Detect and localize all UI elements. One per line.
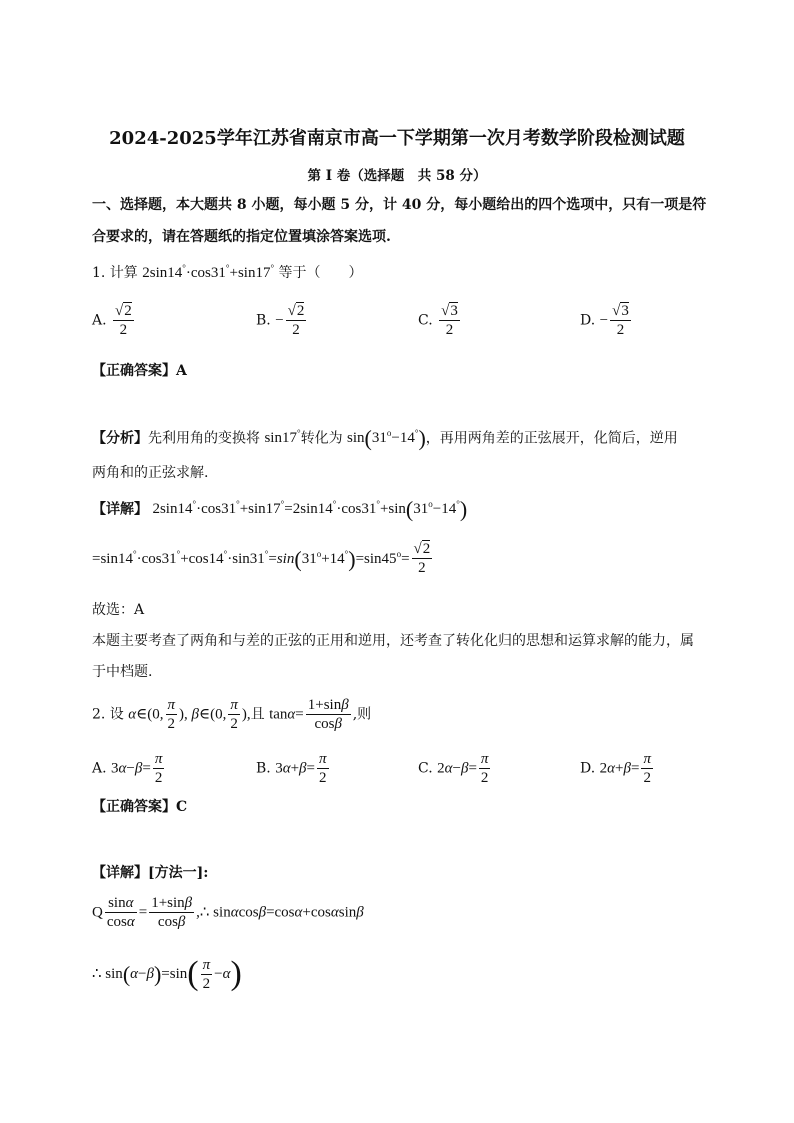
question-2: 2. 设 α∈(0, $\frac{\pi}{2}$ ), β∈(0, $\frac{\pi}{2}$ ),且 tanα= $\frac{1+\sin\beta}{\cos\beta}$ ,则	[92, 697, 372, 732]
q2-answer: 【正确答案】C	[92, 799, 188, 815]
option-b-value: $\frac{√2}{2}$	[287, 303, 305, 338]
q1-answer: 【正确答案】A	[92, 363, 187, 379]
q2-option-c: C. 2α−β= $\frac{\pi}{2}$	[418, 751, 489, 786]
q1-summary-line1: 本题主要考查了两角和与差的正弦的正用和逆用，还考查了转化化归的思想和运算求解的能力，属	[92, 633, 694, 649]
option-a-value: $\frac{√2}{2}$	[115, 303, 132, 338]
option-d-value: $\frac{√3}{2}$	[612, 303, 629, 338]
q2-detail-line2: ∴ sin(α−β)=sin( $\frac{\pi}{2}$ −α)	[92, 955, 242, 992]
q1-option-d: D. − $\frac{√3}{2}$	[580, 303, 629, 338]
section-instructions-line1: 一、选择题，本大题共 8 小题，每小题 5 分，计 40 分，每小题给出的四个选项中，只有一项是符	[92, 197, 707, 213]
q1-option-c: C. $\frac{√3}{2}$	[418, 303, 458, 338]
q1-detail-line2: $=\sin 14^\circ\cdot\cos 31^\circ+\cos 14^\circ\cdot\sin 31^\circ=\sin(31^o+14^\circ)=\sin 45^o=$ $\frac{√2}{2}$	[92, 541, 431, 576]
option-c-value: $\frac{√3}{2}$	[441, 303, 458, 338]
q1-analysis: 【分析】先利用角的变换将 sin17°转化为 $\sin(31^o-14^\circ)$，再用两角差的正弦展开，化简后，逆用	[92, 426, 678, 451]
question-1-expression: 2sin14°·cos31°+sin17°	[142, 263, 275, 281]
section-subtitle: 第 I 卷（选择题 共 58 分）	[307, 168, 487, 184]
q2-detail-line1: Q $\frac{\sin\alpha}{\cos\alpha}$ = $\frac{1+\sin\beta}{\cos\beta}$ ,∴ sinαcosβ=cosα+cosαsinβ	[92, 895, 364, 930]
q1-analysis-line2: 两角和的正弦求解.	[92, 465, 209, 481]
q2-detail-label: 【详解】[方法一]:	[92, 865, 209, 881]
q1-option-a: A. $\frac{√2}{2}$	[92, 303, 132, 338]
section-instructions-line2: 合要求的，请在答题纸的指定位置填涂答案选项.	[92, 229, 391, 245]
q1-choose: 故选：A	[92, 602, 145, 618]
q2-option-a: A. 3α−β= $\frac{\pi}{2}$	[92, 751, 163, 786]
question-1-tail: 等于（ ）	[278, 265, 363, 281]
document-title: 2024-2025学年江苏省南京市高一下学期第一次月考数学阶段检测试题	[109, 128, 685, 149]
q1-detail: 【详解】 $2\sin 14^\circ\cdot\cos 31^\circ+\sin 17^\circ=2\sin 14^\circ\cdot\cos 31^\circ+\sin(31^o-14^\circ)$	[92, 497, 468, 522]
q1-summary-line2: 于中档题.	[92, 664, 153, 680]
question-1	[92, 262, 363, 282]
q1-option-b: B. − $\frac{√2}{2}$	[256, 303, 305, 338]
q2-option-b: B. 3α+β= $\frac{\pi}{2}$	[256, 751, 327, 786]
question-1-number: 1. 计算	[92, 265, 138, 281]
q2-option-d: D. 2α+β= $\frac{\pi}{2}$	[580, 751, 651, 786]
